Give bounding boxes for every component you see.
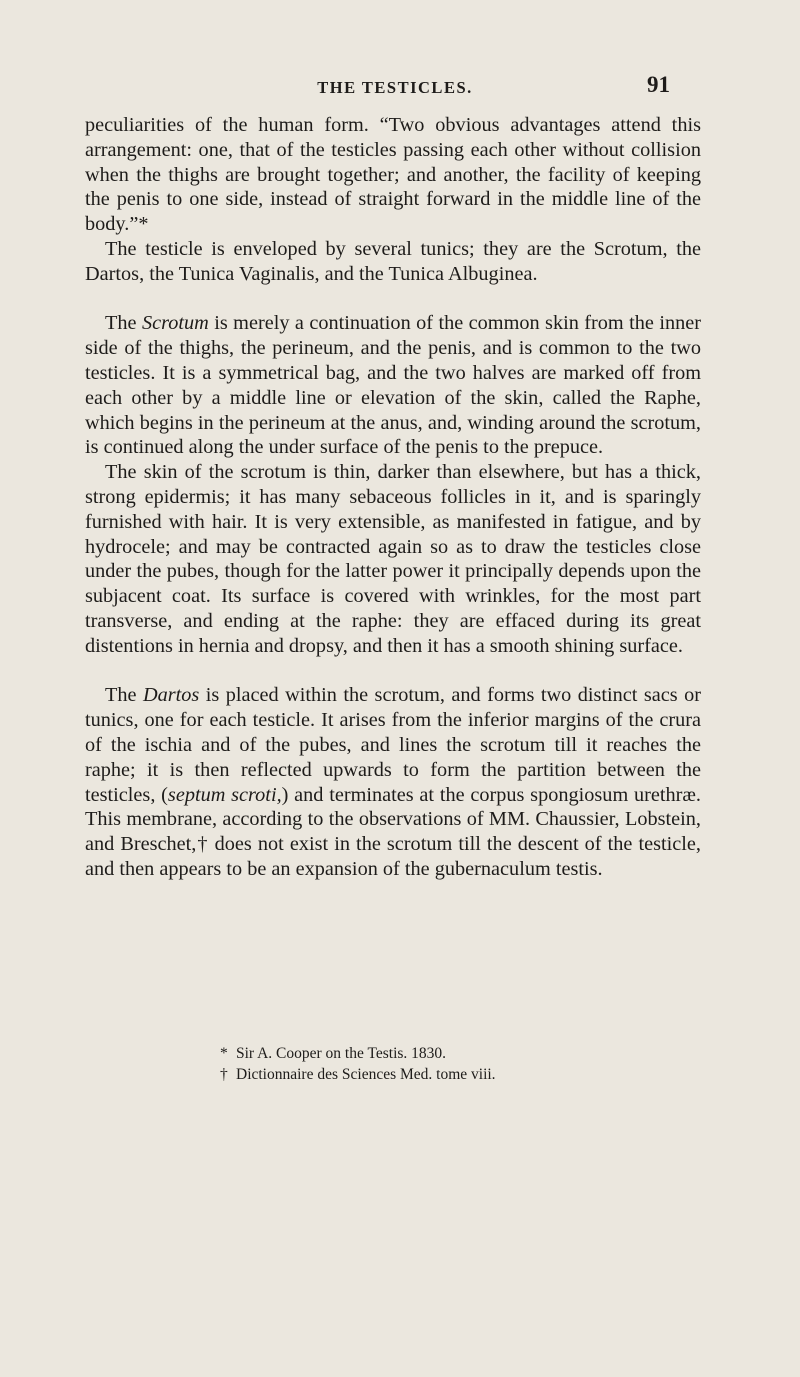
paragraph-scrotum-skin (85, 460, 701, 658)
text-run: The (105, 684, 143, 707)
paragraph-scrotum (85, 311, 701, 460)
italic-term: septum scroti, (167, 783, 282, 806)
text-run: ) and terminates at the corpus spongiosum urethræ. This membrane, according to the observations of MM. Chaussier, Lobstein, and Breschet,† does not exist in the scrotum till the descent of the testicle, and then appears to be an expansion of the gubernaculum testis. (85, 783, 701, 880)
text-run: The skin of the scrotum is thin, darker than elsewhere, but has a thick, strong epidermis; it has many sebaceous follicles in it, and is sparingly furnished with hair. It is very extensible, as manifested in fatigue, and by hydrocele; and may be contracted again so as to draw the testicles close under the pubes, though for the latter power it principally depends upon the subjacent coat. Its surface is covered with wrinkles, for the most part transverse, and ending at the raphe: they are effaced during its great distentions in hernia and dropsy, and then it has a smooth shining surface. (85, 461, 701, 657)
text-run: peculiarities of the human form. “Two obvious advantages attend this arrangement: one, that of the testicles passing each other without collision when the thighs are brought together; and another, the facility of keeping the penis to one side, instead of straight forward in the middle line of the body.”* (85, 114, 701, 236)
footnote-mark: † (220, 1066, 228, 1083)
text-run: The (105, 312, 142, 335)
text-run: is merely a continuation of the common skin from the inner side of the thighs, the perineum, and the penis, and is common to the two testicles. It is a symmetrical bag, and the two halves are marked off from each other by a middle line or elevation of the skin, called the Raphe, which begins in the perineum at the anus, and, winding around the scrotum, is continued along the under surface of the penis to the prepuce. (85, 312, 701, 459)
page-header (120, 72, 670, 106)
footnotes (220, 1043, 720, 1085)
footnote-mark: * (220, 1045, 228, 1062)
page-number: 91 (647, 72, 670, 97)
paragraph-dartos (85, 683, 701, 881)
footnote (220, 1064, 720, 1085)
text-run: is placed within the scrotum, and forms two distinct sacs or tunics, one for each testicle. It arises from the inferior margins of the crura of the ischia and of the pubes, and lines the scrotum till it reaches the raphe; it is then reflected upwards to form the partition between the testicles, ( (85, 684, 701, 806)
footnote-text: Sir A. Cooper on the Testis. 1830. (236, 1045, 447, 1062)
running-title: THE TESTICLES. (317, 78, 473, 97)
paragraph-tunics (85, 237, 701, 287)
footnote-text: Dictionnaire des Sciences Med. tome viii. (236, 1066, 496, 1083)
italic-term: Scrotum (141, 312, 209, 335)
body-text (85, 113, 701, 882)
paragraph-continuation (85, 113, 701, 237)
italic-term: Dartos (142, 684, 200, 707)
text-run: The testicle is enveloped by several tunics; they are the Scrotum, the Dartos, the Tunica Vaginalis, and the Tunica Albuginea. (85, 237, 701, 285)
footnote (220, 1043, 720, 1064)
